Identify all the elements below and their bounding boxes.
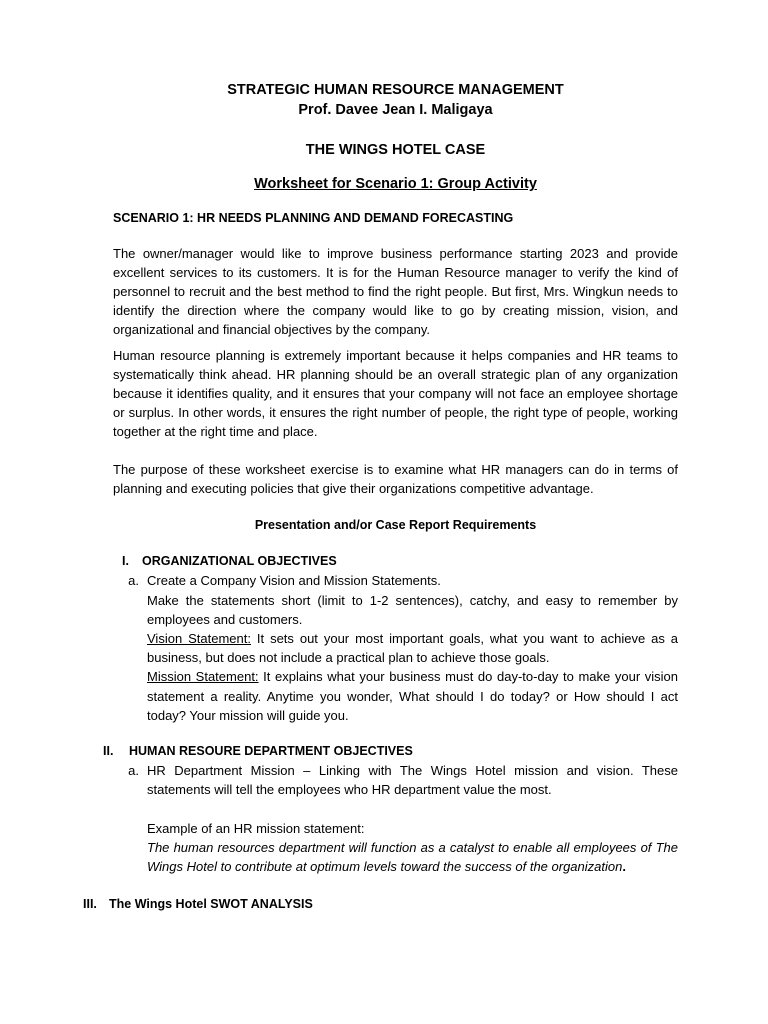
hr-mission-example-label: Example of an HR mission statement: xyxy=(147,820,365,836)
vision-statement-text: It sets out your most important goals, what you want to achieve as a business, but does not include a practical plan to achieve those goals. xyxy=(147,631,678,666)
section-1-item-marker: a. xyxy=(128,573,139,589)
scenario-heading: SCENARIO 1: HR NEEDS PLANNING AND DEMAND FORECASTING xyxy=(113,211,514,226)
hr-mission-example-text: The human resources department will function as a catalyst to enable all employees of The Wings Hotel to contribute at optimum levels toward the success of the organization xyxy=(147,839,678,875)
vision-statement xyxy=(147,629,678,667)
mission-statement xyxy=(147,667,678,725)
section-1-item-line-2: Make the statements short (limit to 1-2 sentences), catchy, and easy to remember by employees and customers. xyxy=(147,592,678,627)
section-2-numeral: II. xyxy=(103,744,114,759)
course-title: STRATEGIC HUMAN RESOURCE MANAGEMENT xyxy=(227,82,564,98)
section-2-item-text: HR Department Mission – Linking with The Wings Hotel mission and vision. These statements will tell the employees who HR department value the most. xyxy=(147,763,678,798)
worksheet-title: Worksheet for Scenario 1: Group Activity xyxy=(254,176,537,193)
section-1-numeral: I. xyxy=(122,554,129,569)
section-2-heading xyxy=(103,742,678,761)
vision-statement-label: Vision Statement: xyxy=(147,631,251,647)
section-2-item-a xyxy=(113,761,678,876)
section-1-item-line-1: Create a Company Vision and Mission Statements. xyxy=(147,573,441,589)
hr-mission-example xyxy=(147,838,678,876)
section-3-numeral: III. xyxy=(83,897,97,912)
section-3-title: The Wings Hotel SWOT ANALYSIS xyxy=(109,897,313,912)
requirements-heading: Presentation and/or Case Report Requirements xyxy=(254,518,537,533)
section-3-heading xyxy=(83,895,678,914)
scenario-paragraph-1: The owner/manager would like to improve business performance starting 2023 and provide excellent services to its customers. It is for the Human Resource manager to verify the kind of personnel to recruit and the best method to find the right people. But first, Mrs. Wingkun needs to identify the direction where the company would like to go by creating mission, vision, and organizational and financial objectives by the company. xyxy=(113,245,678,338)
section-1-item-a xyxy=(113,571,678,725)
spacer xyxy=(147,800,678,819)
professor-name: Prof. Davee Jean I. Maligaya xyxy=(298,102,493,118)
section-1-title: ORGANIZATIONAL OBJECTIVES xyxy=(142,554,337,569)
section-1-heading xyxy=(113,552,678,571)
hr-mission-example-period: . xyxy=(622,859,626,875)
scenario-paragraph-2: Human resource planning is extremely important because it helps companies and HR teams to systematically think ahead. HR planning should be an overall strategic plan of any organization because it identifies quality, and it ensures that your company will not face an employee shortage or surplus. In other words, it ensures the right number of people, the right type of people, working together at the right time and place. xyxy=(113,347,678,440)
section-2-title: HUMAN RESOURE DEPARTMENT OBJECTIVES xyxy=(129,744,413,759)
section-2-item-marker: a. xyxy=(128,763,139,779)
mission-statement-text: It explains what your business must do day-to-day to make your vision statement a reality. Anytime you wonder, What should I do today? or How should I act today? Your mission will guide you. xyxy=(147,669,679,723)
document-page xyxy=(83,80,679,915)
scenario-paragraph-3: The purpose of these worksheet exercise is to examine what HR managers can do in terms of planning and executing policies that give their organizations competitive advantage. xyxy=(113,461,678,496)
mission-statement-label: Mission Statement: xyxy=(147,669,259,685)
case-title: THE WINGS HOTEL CASE xyxy=(305,142,486,158)
